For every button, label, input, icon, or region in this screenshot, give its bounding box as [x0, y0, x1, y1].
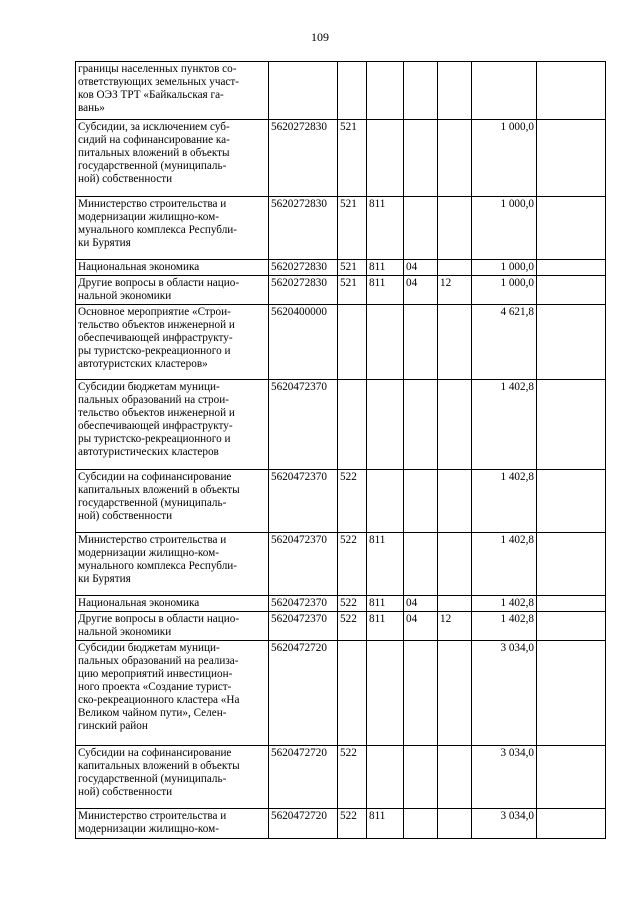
subsection-cell [438, 62, 472, 120]
row-name-cell: Субсидии, за исключением суб- сидий на софинансирование ка- питальных вложений в объекты государственной (муниципаль- ной) собственности [76, 120, 269, 197]
ministry-code-cell: 811 [367, 276, 404, 305]
amount-cell: 4 621,8 [472, 305, 537, 380]
expense-type-cell: 521 [338, 260, 367, 276]
section-cell: 04 [404, 260, 438, 276]
extra-cell [537, 746, 606, 809]
target-article-cell: 5620272830 [269, 197, 338, 260]
section-cell [404, 62, 438, 120]
subsection-cell [438, 533, 472, 596]
subsection-cell [438, 260, 472, 276]
amount-cell: 1 000,0 [472, 120, 537, 197]
target-article-cell: 5620472370 [269, 596, 338, 612]
subsection-cell [438, 470, 472, 533]
expense-type-cell [338, 380, 367, 470]
table-row [76, 120, 606, 197]
extra-cell [537, 276, 606, 305]
amount-cell: 1 402,8 [472, 380, 537, 470]
target-article-cell: 5620472720 [269, 809, 338, 839]
section-cell [404, 533, 438, 596]
extra-cell [537, 380, 606, 470]
row-name-cell: Министерство строительства и модернизации жилищно-ком- [76, 809, 269, 839]
target-article-cell: 5620472370 [269, 380, 338, 470]
table-row [76, 197, 606, 260]
ministry-code-cell [367, 470, 404, 533]
target-article-cell: 5620400000 [269, 305, 338, 380]
section-cell [404, 809, 438, 839]
expense-type-cell: 522 [338, 809, 367, 839]
table-row [76, 533, 606, 596]
target-article-cell: 5620272830 [269, 276, 338, 305]
section-cell: 04 [404, 612, 438, 641]
section-cell [404, 746, 438, 809]
amount-cell: 1 000,0 [472, 260, 537, 276]
extra-cell [537, 533, 606, 596]
target-article-cell: 5620472720 [269, 641, 338, 746]
section-cell [404, 641, 438, 746]
section-cell [404, 470, 438, 533]
extra-cell [537, 197, 606, 260]
extra-cell [537, 62, 606, 120]
extra-cell [537, 641, 606, 746]
row-name-cell: Субсидии на софинансирование капитальных вложений в объекты государственной (муниципаль- ной) собственности [76, 746, 269, 809]
row-name-cell: Субсидии бюджетам муници- пальных образований на строи- тельство объектов инженерной и обеспечивающей инфраструкту- ры туристско-рекреационного и автотуристических кластеров [76, 380, 269, 470]
extra-cell [537, 305, 606, 380]
expense-type-cell: 522 [338, 596, 367, 612]
subsection-cell [438, 809, 472, 839]
ministry-code-cell [367, 120, 404, 197]
table-row [76, 746, 606, 809]
expense-type-cell: 521 [338, 120, 367, 197]
target-article-cell: 5620472370 [269, 612, 338, 641]
row-name-cell: Субсидии на софинансирование капитальных вложений в объекты государственной (муниципаль- ной) собственности [76, 470, 269, 533]
subsection-cell [438, 120, 472, 197]
amount-cell: 3 034,0 [472, 809, 537, 839]
extra-cell [537, 612, 606, 641]
amount-cell: 1 402,8 [472, 533, 537, 596]
subsection-cell [438, 380, 472, 470]
ministry-code-cell: 811 [367, 197, 404, 260]
expense-type-cell [338, 641, 367, 746]
amount-cell [472, 62, 537, 120]
subsection-cell [438, 641, 472, 746]
target-article-cell: 5620472370 [269, 533, 338, 596]
target-article-cell [269, 62, 338, 120]
ministry-code-cell [367, 305, 404, 380]
expense-type-cell: 522 [338, 533, 367, 596]
target-article-cell: 5620272830 [269, 260, 338, 276]
amount-cell: 1 000,0 [472, 276, 537, 305]
page-number: 109 [311, 30, 329, 44]
table-row [76, 809, 606, 839]
ministry-code-cell [367, 641, 404, 746]
table-row [76, 612, 606, 641]
extra-cell [537, 596, 606, 612]
subsection-cell [438, 596, 472, 612]
expense-type-cell [338, 305, 367, 380]
expense-type-cell: 522 [338, 612, 367, 641]
section-cell: 04 [404, 596, 438, 612]
target-article-cell: 5620472370 [269, 470, 338, 533]
budget-table [75, 61, 606, 839]
row-name-cell: Министерство строительства и модернизации жилищно-ком- мунального комплекса Республи- ки Бурятия [76, 533, 269, 596]
section-cell: 04 [404, 276, 438, 305]
expense-type-cell: 522 [338, 746, 367, 809]
ministry-code-cell [367, 746, 404, 809]
section-cell [404, 120, 438, 197]
table-body [76, 62, 606, 839]
table-row [76, 380, 606, 470]
amount-cell: 3 034,0 [472, 746, 537, 809]
ministry-code-cell: 811 [367, 533, 404, 596]
amount-cell: 1 402,8 [472, 596, 537, 612]
amount-cell: 1 402,8 [472, 612, 537, 641]
subsection-cell [438, 305, 472, 380]
row-name-cell: Субсидии бюджетам муници- пальных образований на реализа- цию мероприятий инвестицион- ного проекта «Создание турист- ско-рекреационного кластера «На Великом чайном пути», Селен- гинский район [76, 641, 269, 746]
expense-type-cell: 521 [338, 276, 367, 305]
subsection-cell: 12 [438, 612, 472, 641]
ministry-code-cell [367, 62, 404, 120]
subsection-cell: 12 [438, 276, 472, 305]
subsection-cell [438, 746, 472, 809]
section-cell [404, 305, 438, 380]
row-name-cell: Другие вопросы в области нацио- нальной экономики [76, 612, 269, 641]
extra-cell [537, 809, 606, 839]
row-name-cell: Другие вопросы в области нацио- нальной экономики [76, 276, 269, 305]
row-name-cell: Министерство строительства и модернизации жилищно-ком- мунального комплекса Республи- ки Бурятия [76, 197, 269, 260]
row-name-cell: границы населенных пунктов со- ответствующих земельных участ- ков ОЭЗ ТРТ «Байкальская га- вань» [76, 62, 269, 120]
expense-type-cell: 522 [338, 470, 367, 533]
ministry-code-cell: 811 [367, 612, 404, 641]
row-name-cell: Основное мероприятие «Строи- тельство объектов инженерной и обеспечивающей инфраструкту- ры туристско-рекреационного и автотуристских кластеров» [76, 305, 269, 380]
row-name-cell: Национальная экономика [76, 260, 269, 276]
subsection-cell [438, 197, 472, 260]
amount-cell: 1 000,0 [472, 197, 537, 260]
expense-type-cell: 521 [338, 197, 367, 260]
target-article-cell: 5620272830 [269, 120, 338, 197]
section-cell [404, 380, 438, 470]
extra-cell [537, 260, 606, 276]
table-row [76, 305, 606, 380]
table-row [76, 641, 606, 746]
ministry-code-cell: 811 [367, 809, 404, 839]
expense-type-cell [338, 62, 367, 120]
ministry-code-cell: 811 [367, 260, 404, 276]
table-row [76, 62, 606, 120]
section-cell [404, 197, 438, 260]
row-name-cell: Национальная экономика [76, 596, 269, 612]
extra-cell [537, 120, 606, 197]
table-row [76, 276, 606, 305]
ministry-code-cell: 811 [367, 596, 404, 612]
ministry-code-cell [367, 380, 404, 470]
table-row [76, 470, 606, 533]
table-row [76, 260, 606, 276]
target-article-cell: 5620472720 [269, 746, 338, 809]
extra-cell [537, 470, 606, 533]
amount-cell: 1 402,8 [472, 470, 537, 533]
table-row [76, 596, 606, 612]
amount-cell: 3 034,0 [472, 641, 537, 746]
